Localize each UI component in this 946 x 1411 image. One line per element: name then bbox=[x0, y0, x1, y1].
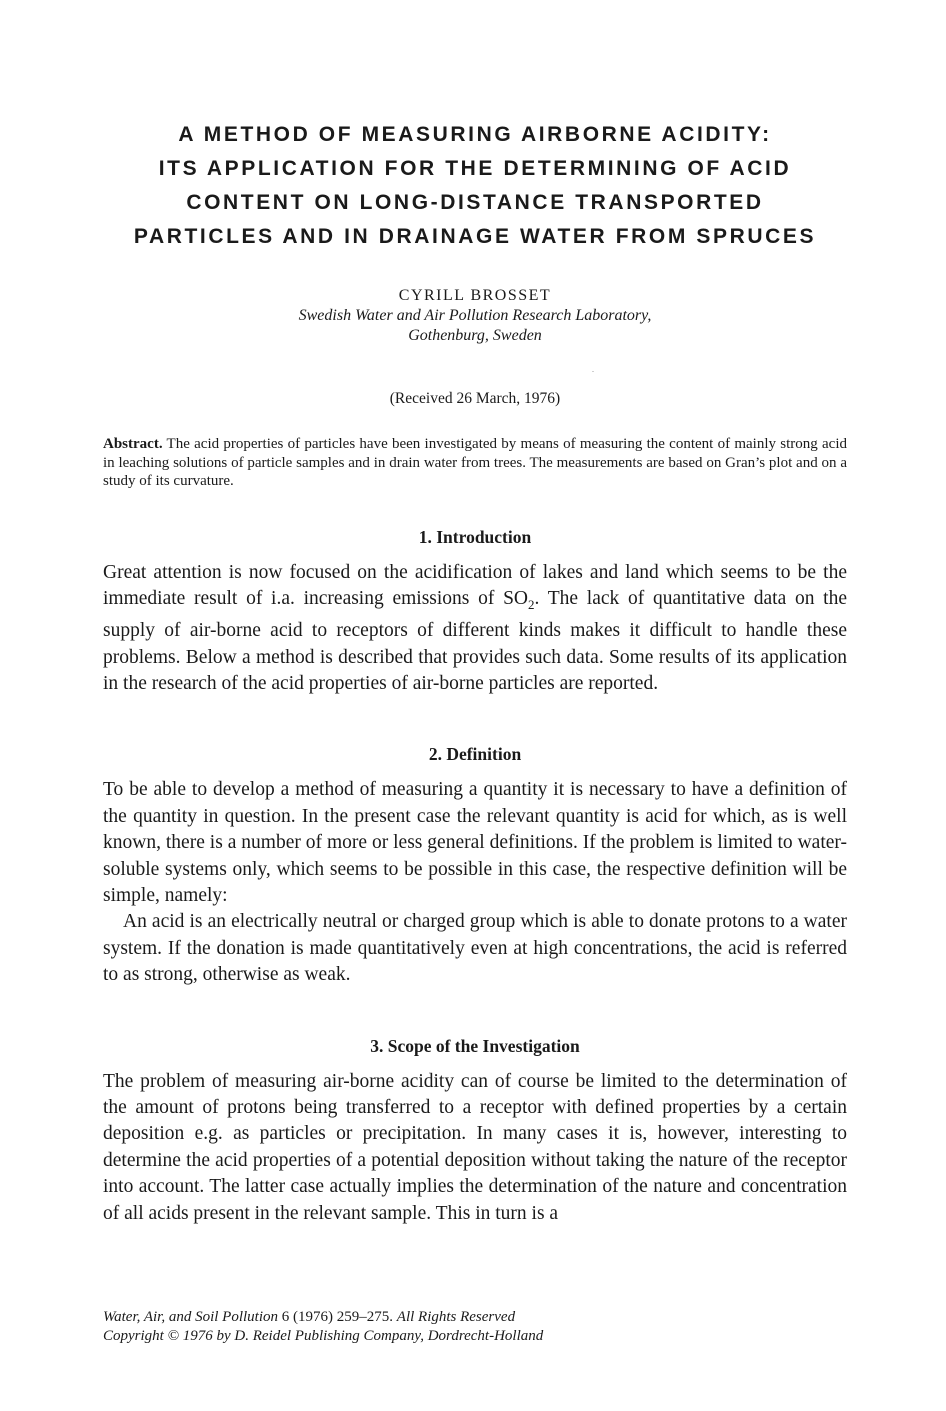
section-heading-definition: 2. Definition bbox=[428, 744, 522, 765]
author-name: CYRILL BROSSET bbox=[398, 287, 552, 304]
introduction-paragraph bbox=[103, 560, 847, 698]
title-line: ITS APPLICATION FOR THE DETERMINING OF ACID bbox=[158, 157, 792, 180]
title-line: A METHOD OF MEASURING AIRBORNE ACIDITY: bbox=[178, 123, 772, 146]
subscript: 2 bbox=[528, 596, 535, 612]
affiliation-line: Gothenburg, Sweden bbox=[408, 327, 542, 344]
rights-notice: All Rights Reserved bbox=[396, 1309, 516, 1325]
definition-paragraph: To be able to develop a method of measuring a quantity it is necessary to have a definition of the quantity in question. In the present case the relevant quantity is acid for which, as is well known, there is a number of more or less general definitions. If the problem is limited to water-soluble systems only, which seems to be possible in this case, the respective definition will be simple, namely: bbox=[103, 779, 847, 907]
abstract-text: The acid properties of particles have been investigated by means of measuring the content of mainly strong acid in leaching solutions of particle samples and in drain water from trees. The measurements are based on Gran’s plot and on a study of its curvature. bbox=[103, 436, 847, 489]
paragraph-text: . The lack of quantitative data on the supply of air-borne acid to receptors of different kinds makes it difficult to handle these problems. Below a method is described that provides such data. Some results of its application in the research of the acid properties of air-borne particles are reported. bbox=[103, 587, 847, 695]
section-heading-introduction: 1. Introduction bbox=[418, 526, 532, 547]
article-page bbox=[103, 118, 847, 1227]
copyright-line: Copyright © 1976 by D. Reidel Publishing Company, Dordrecht-Holland bbox=[103, 1327, 544, 1344]
affiliation-line: Swedish Water and Air Pollution Research Laboratory, bbox=[298, 307, 652, 324]
article-title bbox=[103, 118, 847, 254]
section-heading-scope: 3. Scope of the Investigation bbox=[370, 1035, 580, 1056]
title-line: PARTICLES AND IN DRAINAGE WATER FROM SPRUCES bbox=[133, 225, 817, 248]
abstract bbox=[103, 435, 847, 491]
scope-paragraph: The problem of measuring air-borne acidity can of course be limited to the determination of the amount of protons being transferred to a receptor with defined properties by a certain deposition e.g. as particles or precipitation. In many cases it is, however, interesting to determine the acid properties of a potential deposition without taking the nature of the receptor into account. The latter case actually implies the determination of the nature and concentration of all acids present in the relevant sample. This in turn is a bbox=[103, 1070, 847, 1224]
title-line: CONTENT ON LONG-DISTANCE TRANSPORTED bbox=[186, 191, 764, 214]
paragraph-text: Great attention is now focused on the acidification of lakes and land which seems to be the immediate result of i.a. increasing emissions of SO bbox=[103, 561, 847, 609]
affiliation bbox=[103, 306, 847, 346]
page-footer bbox=[103, 1308, 543, 1345]
received-date: (Received 26 March, 1976) bbox=[389, 390, 561, 407]
journal-volume: 6 bbox=[278, 1309, 294, 1325]
citation-line bbox=[103, 1308, 543, 1327]
scan-speck bbox=[592, 371, 594, 372]
journal-year-pages: (1976) 259–275. bbox=[293, 1309, 397, 1325]
definition-paragraph: An acid is an electrically neutral or charged group which is able to donate protons to a water system. If the donation is made quantitatively even at high concentrations, the acid is referred to as strong, otherwise as weak. bbox=[103, 911, 847, 986]
journal-name: Water, Air, and Soil Pollution bbox=[103, 1309, 279, 1325]
abstract-label: Abstract. bbox=[103, 436, 163, 452]
